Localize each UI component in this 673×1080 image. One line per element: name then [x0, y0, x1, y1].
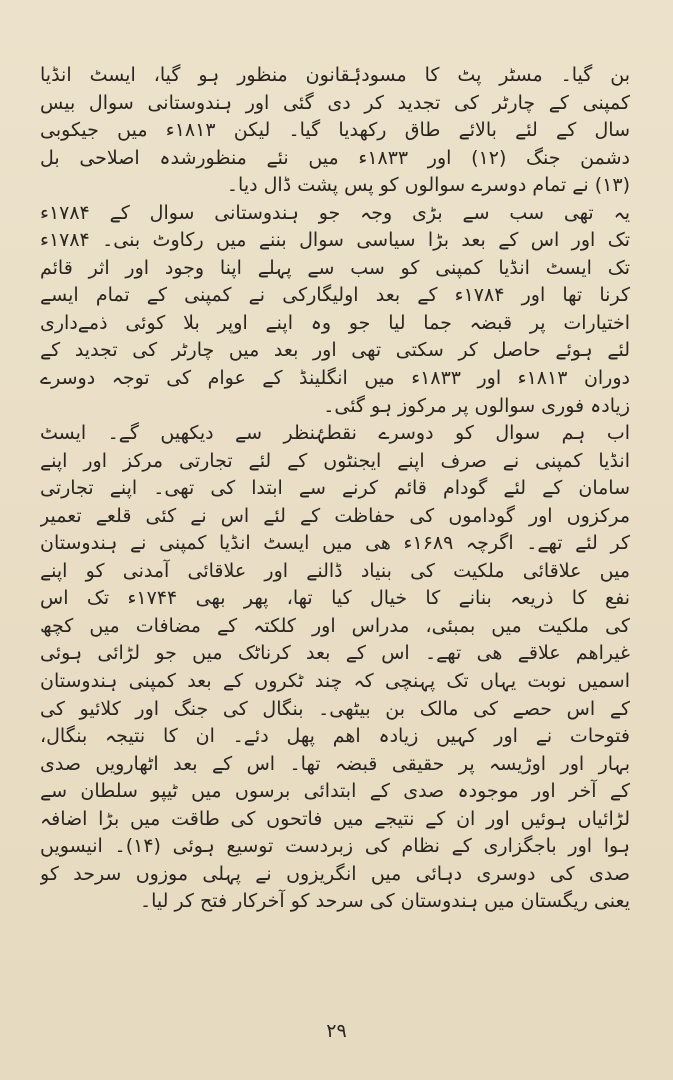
text-line: فتوحات نے اور کہیں زیادہ اھم پھل دئے۔ ان کا نتیجہ بنگال، — [40, 725, 630, 748]
text-line: لڑائیاں ہوئیں اور ان کے نتیجے میں فاتحوں کی طاقت میں بڑا اضافہ — [40, 807, 630, 830]
text-line: کے آخر اور موجودہ صدی کے ابتدائی برسوں میں ٹیپو سلطان سے — [40, 780, 630, 803]
text-line: (۱۳) نے تمام دوسرے سوالوں کو پس پشت ڈال دیا۔ — [226, 174, 630, 197]
text-line: کے اس حصے کی مالک بن بیٹھی۔ بنگال کی جنگ اور کلائیو کی — [40, 697, 630, 720]
text-line: لئے ہوئے حاصل کر سکتی تھی اور بعد میں چارٹر کی تجدید کے — [40, 339, 630, 362]
text-line: صدی کی دوسری دہائی میں انگریزوں نے پہلی موزوں سرحد کو — [40, 862, 630, 885]
text-line: اختیارات پر قبضہ جما لیا جو وہ اپنے اوپر بلا کوئی ذمےداری — [40, 311, 630, 334]
text-line: میں علاقائی ملکیت کی بنیاد ڈالنے اور علاقائی آمدنی کو اپنے — [40, 559, 630, 582]
text-line: اب ہم سوال کو دوسرے نقطۂنظر سے دیکھیں گے۔ ایسٹ — [40, 422, 630, 445]
text-line: سامان کے لئے گودام قائم کرنے سے ابتدا کی تھی۔ اپنے تجارتی — [40, 477, 630, 500]
page-number: ۲۹ — [326, 1020, 347, 1042]
text-line: اسمیں نوبت یہاں تک پہنچی کہ چند ٹکروں کے بعد کمپنی ہندوستان — [40, 670, 630, 693]
text-line: نفع کا ذریعہ بنانے کا خیال کیا تھا، پھر بھی ۱۷۴۴ء تک اس — [40, 587, 630, 610]
text-line: مرکزوں اور گوداموں کی حفاظت کے لئے اس نے کئی قلعے تعمیر — [40, 504, 630, 527]
text-line: کمپنی کے چارٹر کی تجدید کر دی گئی اور ہندوستانی سوال بیس — [40, 91, 630, 114]
text-line: دوران ۱۸۱۳ء اور ۱۸۳۳ء میں انگلینڈ کے عوام کی توجہ دوسرے — [40, 367, 630, 390]
text-line: بہار اور اوڑیسہ پر حقیقی قبضہ تھا۔ اس کے بعد اٹھارویں صدی — [40, 752, 630, 775]
text-line: تک اور اس کے بعد بڑا سیاسی سوال بننے میں رکاوٹ بنی۔ ۱۷۸۴ء — [40, 229, 630, 252]
text-line: کی ملکیت میں بمبئی، مدراس اور کلکتہ کے مضافات میں کچھ — [40, 614, 630, 637]
text-line: یعنی ریگستان میں ہندوستان کی سرحد کو آخرکار فتح کر لیا۔ — [139, 890, 630, 913]
text-line: زیادہ فوری سوالوں پر مرکوز ہو گئی۔ — [323, 394, 630, 417]
text-line: انڈیا کمپنی نے صرف اپنے ایجنٹوں کے لئے تجارتی مرکز اور اپنے — [40, 449, 630, 472]
text-line: دشمن جنگ (۱۲) اور ۱۸۳۳ء میں نئے منظورشدہ اصلاحی بل — [40, 146, 630, 169]
text-line: تک ایسٹ انڈیا کمپنی کو سب سے پہلے اپنا وجود اور اثر قائم — [40, 256, 630, 279]
text-line: سال کے لئے بالائے طاق رکھدیا گیا۔ لیکن ۱۸۱۳ء میں جیکوبی — [40, 119, 630, 142]
text-line: ہوا اور باجگزاری کے نظام کی زبردست توسیع ہوئی (۱۴)۔ انیسویں — [40, 835, 630, 858]
text-line: کرنا تھا اور ۱۷۸۴ء کے بعد اولیگارکی نے کمپنی کے تمام ایسے — [40, 284, 630, 307]
text-line: غیراھم علاقے ھی تھے۔ اس کے بعد کرناٹک میں جو لڑائی ہوئی — [40, 642, 630, 665]
body-text — [40, 62, 630, 916]
text-line: یہ تھی سب سے بڑی وجہ جو ہندوستانی سوال کے ۱۷۸۴ء — [40, 201, 630, 224]
text-line: کر لئے تھے۔ اگرچہ ۱۶۸۹ء ھی میں ایسٹ انڈیا کمپنی نے ہندوستان — [40, 532, 630, 555]
text-line: بن گیا۔ مسٹر پٹ کا مسودۂقانون منظور ہو گیا، ایسٹ انڈیا — [40, 64, 630, 86]
